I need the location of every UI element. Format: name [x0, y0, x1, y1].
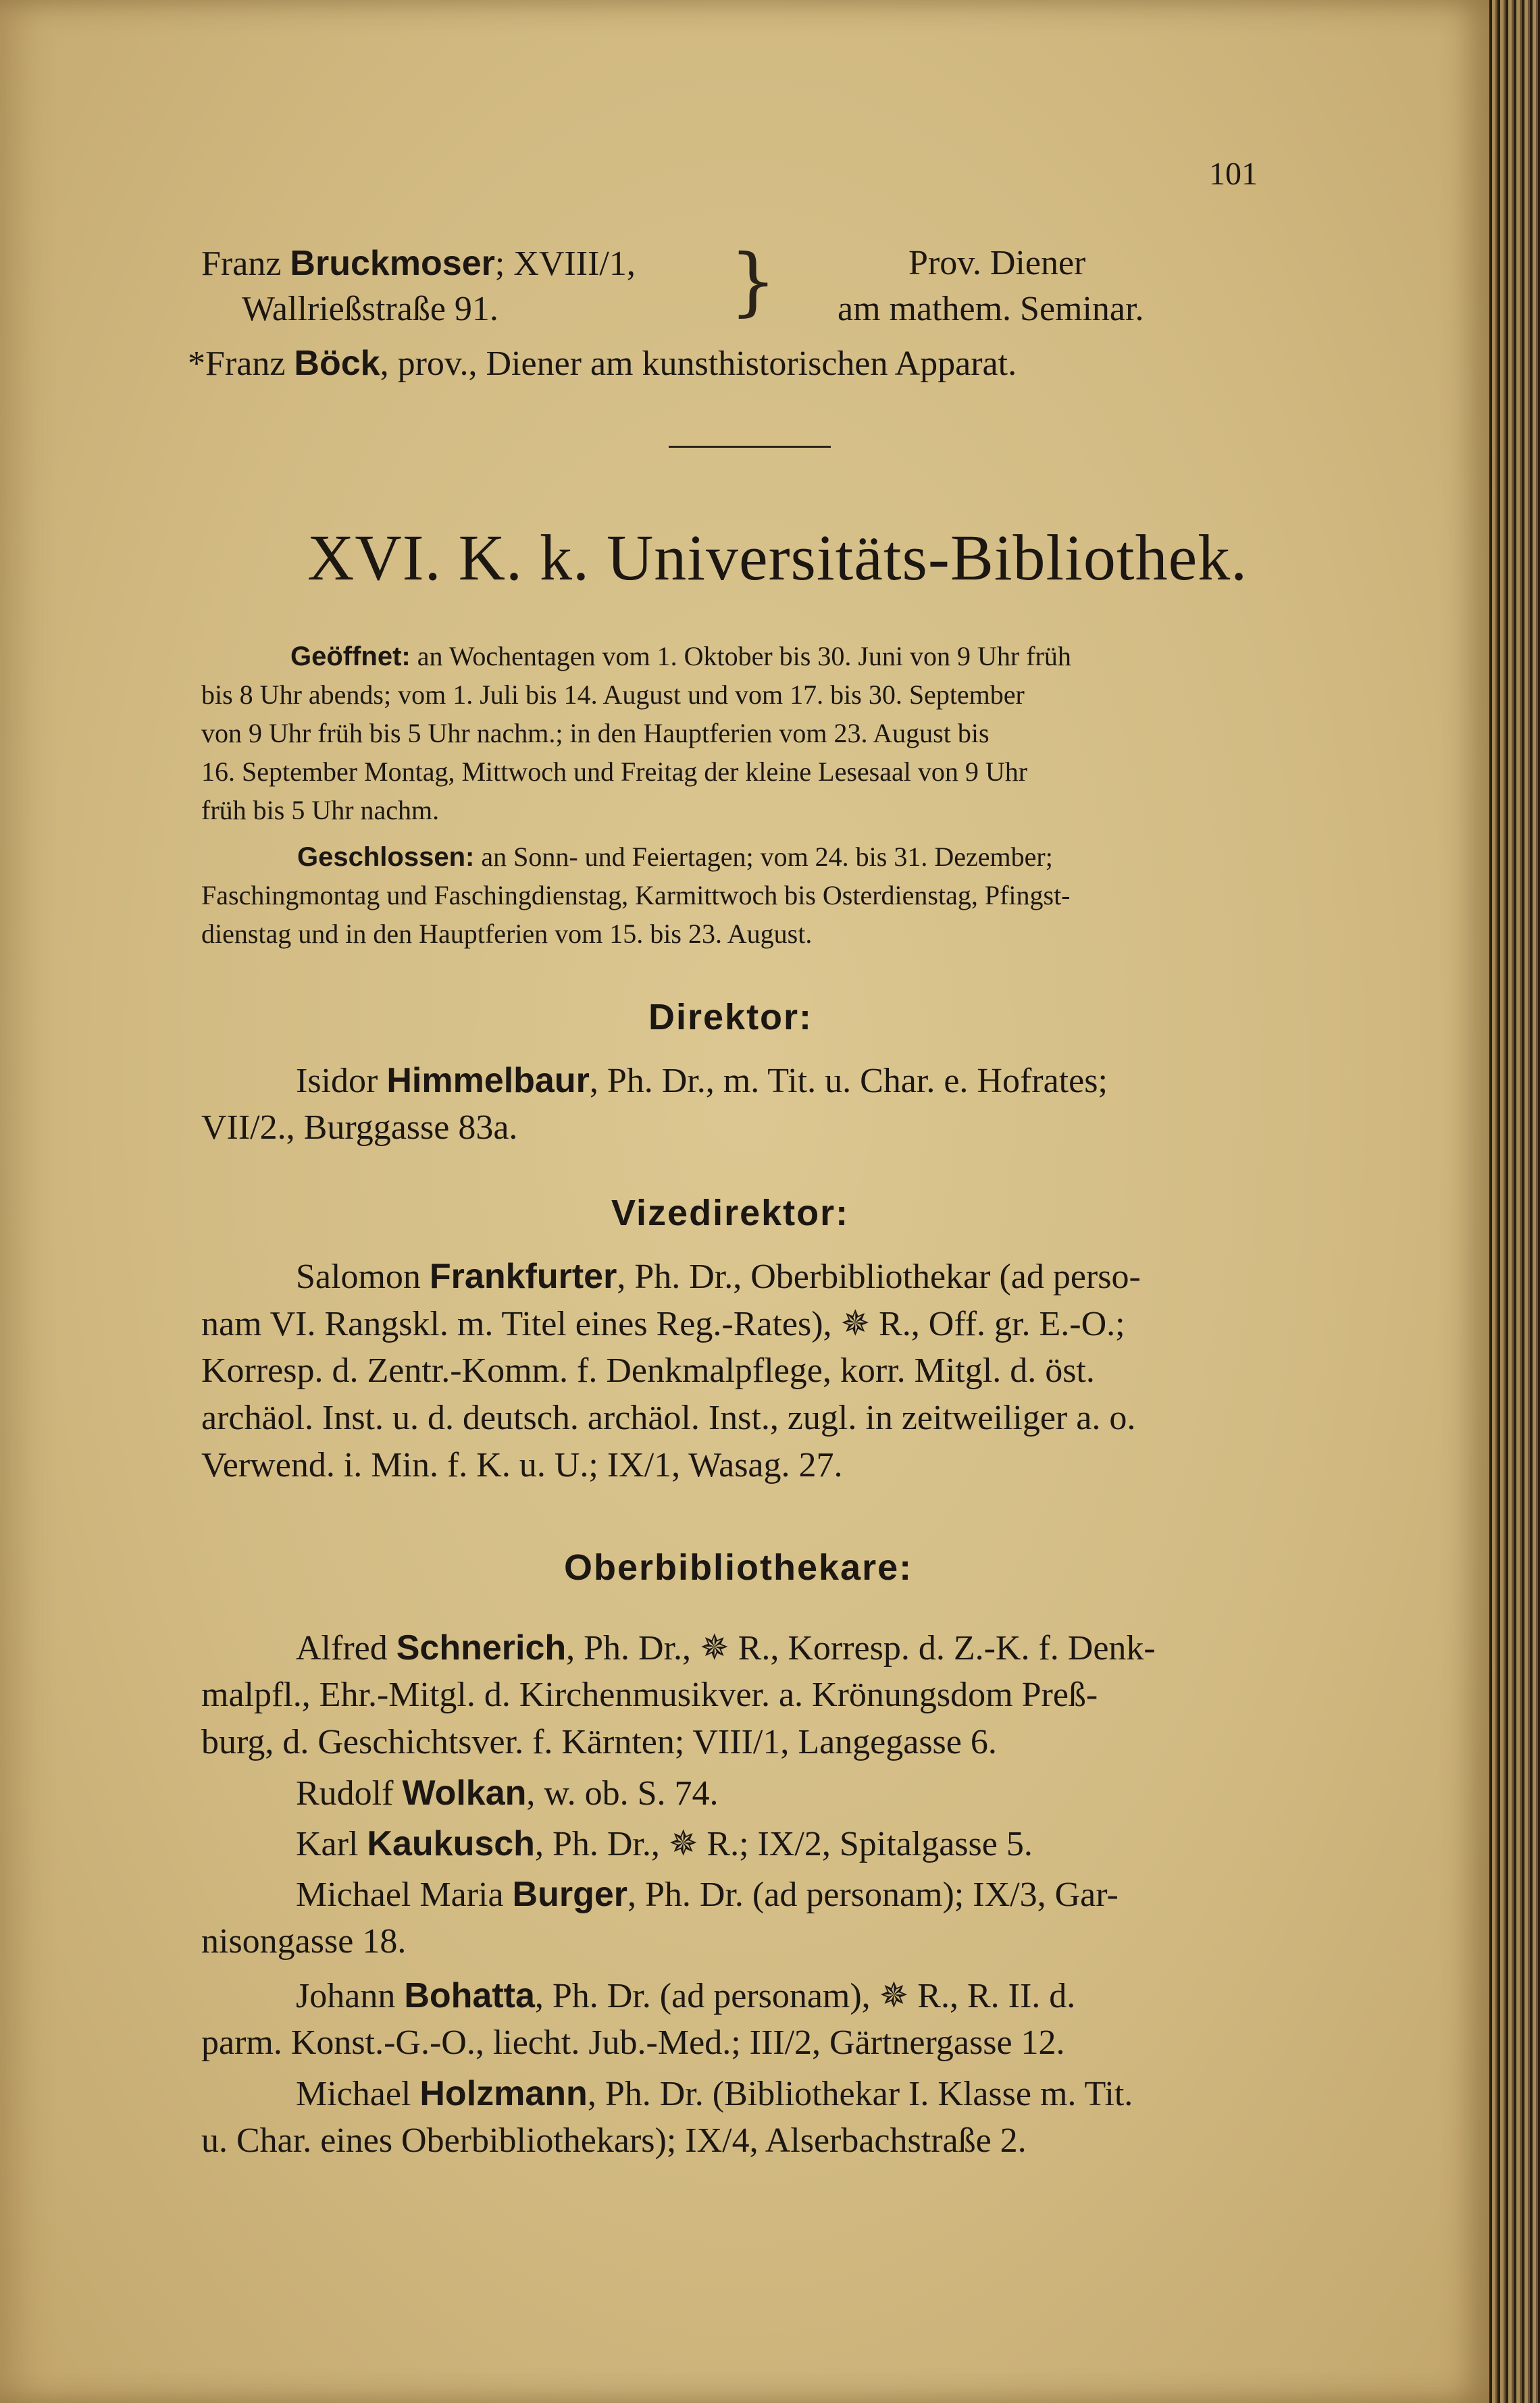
- vice-director-line-2: nam VI. Rangskl. m. Titel eines Reg.-Rates), ✵ R., Off. gr. E.-O.;: [201, 1305, 1125, 1343]
- surname-boeck: Böck: [294, 344, 380, 383]
- closed-line-3: dienstag und in den Hauptferien vom 15. bis 23. August.: [201, 919, 813, 949]
- entry-holzmann: Michael Holzmann, Ph. Dr. (Bibliothekar I. Klasse m. Tit.: [296, 2074, 1133, 2113]
- entry-kaukusch: Karl Kaukusch, Ph. Dr., ✵ R.; IX/2, Spitalgasse 5.: [296, 1824, 1033, 1863]
- surname-holzmann: Holzmann: [419, 2074, 588, 2113]
- entry-wolkan: Rudolf Wolkan, w. ob. S. 74.: [296, 1774, 719, 1813]
- bohatta-cont-1: parm. Konst.-G.-O., liecht. Jub.-Med.; III/2, Gärtnergasse 12.: [201, 2023, 1065, 2062]
- entry-burger: Michael Maria Burger, Ph. Dr. (ad personam); IX/3, Gar-: [296, 1875, 1119, 1914]
- opening-line-5: früh bis 5 Uhr nachm.: [201, 795, 440, 825]
- opening-line-3: von 9 Uhr früh bis 5 Uhr nachm.; in den Hauptferien vom 23. August bis: [201, 718, 990, 748]
- surname-schnerich: Schnerich: [396, 1628, 567, 1668]
- holzmann-cont-1: u. Char. eines Oberbibliothekars); IX/4, Alserbachstraße 2.: [201, 2121, 1027, 2160]
- schnerich-cont-2: burg, d. Geschichtsver. f. Kärnten; VIII/1, Langegasse 6.: [201, 1723, 997, 1761]
- surname-himmelbaur: Himmelbaur: [386, 1061, 590, 1100]
- entry-schnerich: Alfred Schnerich, Ph. Dr., ✵ R., Korresp. d. Z.-K. f. Denk-: [296, 1628, 1156, 1668]
- vice-director-line-3: Korresp. d. Zentr.-Komm. f. Denkmalpflege, korr. Mitgl. d. öst.: [201, 1351, 1095, 1390]
- director-heading: Direktor:: [648, 997, 813, 1037]
- opening-line-4: 16. September Montag, Mittwoch und Freitag der kleine Lesesaal von 9 Uhr: [201, 756, 1028, 787]
- divider-rule: [669, 446, 831, 448]
- surname-kaukusch: Kaukusch: [367, 1824, 535, 1863]
- section-title: XVI. K. k. Universitäts-Bibliothek.: [307, 521, 1248, 594]
- closed-line-2: Faschingmontag und Faschingdienstag, Karmittwoch bis Osterdienstag, Pfingst-: [201, 880, 1071, 910]
- boeck-entry: *Franz Böck, prov., Diener am kunsthistorischen Apparat.: [188, 344, 1017, 383]
- bruckmoser-role-1: Prov. Diener: [908, 244, 1086, 282]
- surname-wolkan: Wolkan: [402, 1774, 527, 1813]
- surname-bohatta: Bohatta: [404, 1976, 535, 2015]
- schnerich-cont-1: malpfl., Ehr.-Mitgl. d. Kirchenmusikver. a. Krönungsdom Preß-: [201, 1676, 1098, 1714]
- surname-burger: Burger: [512, 1875, 628, 1914]
- senior-librarians-heading: Oberbibliothekare:: [564, 1547, 913, 1588]
- director-line-2: VII/2., Burggasse 83a.: [201, 1108, 518, 1147]
- entry-bohatta: Johann Bohatta, Ph. Dr. (ad personam), ✵ R., R. II. d.: [296, 1976, 1076, 2015]
- vice-director-heading: Vizedirektor:: [611, 1193, 850, 1233]
- vice-director-line-1: Salomon Frankfurter, Ph. Dr., Oberbibliothekar (ad perso-: [296, 1257, 1141, 1296]
- closed-label: Geschlossen:: [297, 842, 475, 872]
- page-number: 101: [1209, 156, 1258, 192]
- opening-line-1: Geöffnet: an Wochentagen vom 1. Oktober bis 30. Juni von 9 Uhr früh: [290, 641, 1071, 671]
- bruckmoser-role-2: am mathem. Seminar.: [838, 290, 1144, 328]
- opening-line-2: bis 8 Uhr abends; vom 1. Juli bis 14. August und vom 17. bis 30. September: [201, 679, 1025, 710]
- burger-cont-1: nisongasse 18.: [201, 1922, 407, 1961]
- vice-director-line-5: Verwend. i. Min. f. K. u. U.; IX/1, Wasag. 27.: [201, 1446, 843, 1484]
- vice-director-line-4: archäol. Inst. u. d. deutsch. archäol. Inst., zugl. in zeitweiliger a. o.: [201, 1399, 1136, 1437]
- book-page-edges: [1489, 0, 1540, 2403]
- bruckmoser-address: Wallrießstraße 91.: [242, 290, 498, 328]
- brace: }: [729, 238, 777, 324]
- surname-frankfurter: Frankfurter: [429, 1257, 617, 1296]
- director-line-1: Isidor Himmelbaur, Ph. Dr., m. Tit. u. Char. e. Hofrates;: [296, 1061, 1108, 1100]
- bruckmoser-line1: Franz Bruckmoser; XVIII/1,: [201, 244, 636, 283]
- closed-line-1: Geschlossen: an Sonn- und Feiertagen; vom 24. bis 31. Dezember;: [297, 842, 1053, 872]
- opening-label: Geöffnet:: [290, 642, 411, 671]
- surname-bruckmoser: Bruckmoser: [290, 244, 495, 283]
